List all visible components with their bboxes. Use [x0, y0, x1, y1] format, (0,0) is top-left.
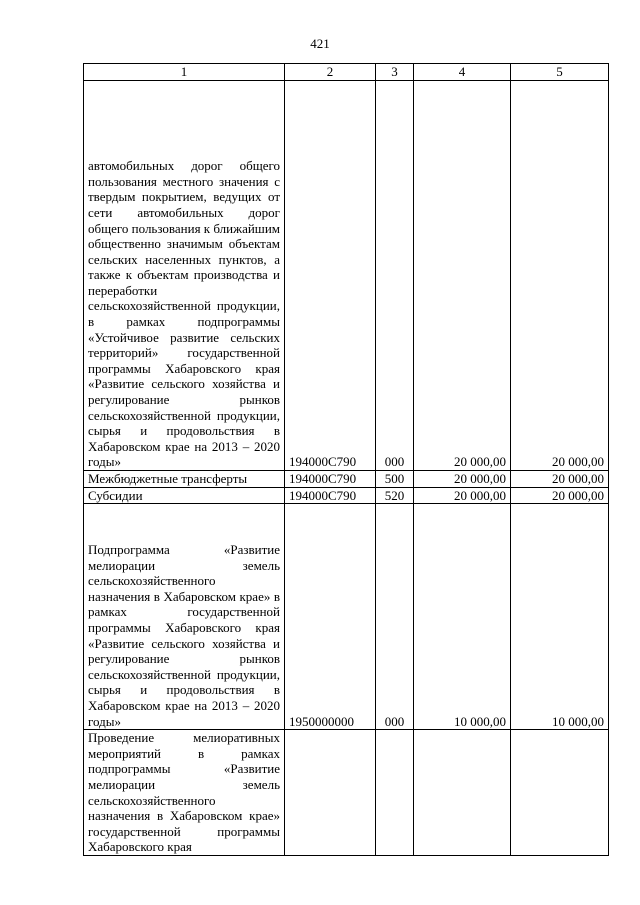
- row-expense-type: 000: [376, 504, 414, 730]
- page-number: 421: [310, 36, 330, 51]
- header-col-1: 1: [84, 64, 285, 81]
- row-amount-2: 20 000,00: [511, 487, 609, 504]
- row-amount-1: 20 000,00: [414, 487, 511, 504]
- header-col-4: 4: [414, 64, 511, 81]
- row-target-code: 194000С790: [285, 487, 376, 504]
- row-expense-type: 520: [376, 487, 414, 504]
- row-target-code: 194000С790: [285, 81, 376, 471]
- row-name: автомобильных дорог общего пользования местного значения с твердым покрытием, ведущих от сети автомобильных дорог общего пользования к ближайшим общественно значимым объектам сельских населенных пунктов, а также к объектам производства и переработки сельскохозяйственной продукции, в рамках подпрограммы «Устойчивое развитие сельских территорий» государственной программы Хабаровского края «Развитие сельского хозяйства и регулирование рынков сельскохозяйственной продукции, сырья и продовольствия в Хабаровском крае на 2013 – 2020 годы»: [84, 81, 285, 471]
- budget-table: [83, 63, 609, 856]
- row-expense-type: 000: [376, 81, 414, 471]
- row-amount-2: [511, 730, 609, 856]
- row-name: Подпрограмма «Развитие мелиорации земель сельскохозяйственного назначения в Хабаровском крае» в рамках государственной программы Хабаровского края «Развитие сельского хозяйства и регулирование рынков сельскохозяйственной продукции, сырья и продовольствия в Хабаровском крае на 2013 – 2020 годы»: [84, 504, 285, 730]
- table-row: [84, 487, 609, 504]
- header-row: [84, 64, 609, 81]
- header-col-2: 2: [285, 64, 376, 81]
- table-row: [84, 730, 609, 856]
- table-row: [84, 471, 609, 488]
- row-expense-type: 500: [376, 471, 414, 488]
- row-target-code: [285, 730, 376, 856]
- row-amount-1: 10 000,00: [414, 504, 511, 730]
- table-row: [84, 81, 609, 471]
- row-amount-1: 20 000,00: [414, 81, 511, 471]
- row-amount-2: 20 000,00: [511, 81, 609, 471]
- row-name: Субсидии: [84, 487, 285, 504]
- header-col-5: 5: [511, 64, 609, 81]
- table-row: [84, 504, 609, 730]
- row-target-code: 1950000000: [285, 504, 376, 730]
- header-col-3: 3: [376, 64, 414, 81]
- row-amount-1: [414, 730, 511, 856]
- row-expense-type: [376, 730, 414, 856]
- row-target-code: 194000С790: [285, 471, 376, 488]
- row-name: Проведение мелиоративных мероприятий в рамках подпрограммы «Развитие мелиорации земель сельскохозяйственного назначения в Хабаровском крае» государственной программы Хабаровского края: [84, 730, 285, 856]
- row-amount-2: 20 000,00: [511, 471, 609, 488]
- row-name: Межбюджетные трансферты: [84, 471, 285, 488]
- row-amount-2: 10 000,00: [511, 504, 609, 730]
- row-amount-1: 20 000,00: [414, 471, 511, 488]
